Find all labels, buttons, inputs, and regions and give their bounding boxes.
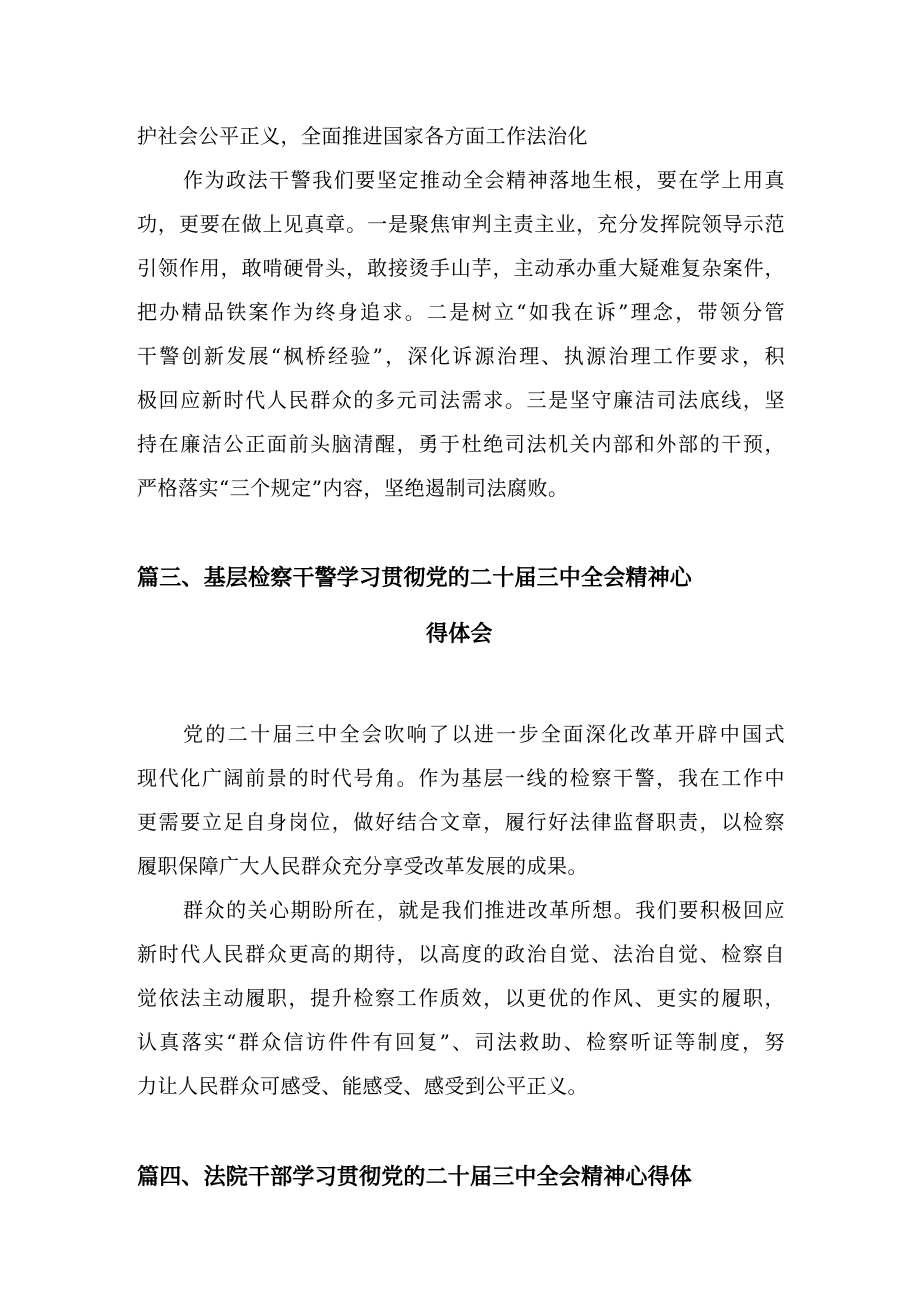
text-line: 新时代人民群众更高的期待，以高度的政治自觉、法治自觉、检察自	[137, 942, 785, 966]
text-line: 护社会公平正义，全面推进国家各方面工作法治化	[137, 124, 588, 148]
text-line: 功，更要在做上见真章。一是聚焦审判主责主业，充分发挥院领导示范	[137, 212, 785, 236]
paragraph-block-2	[137, 712, 785, 1108]
section-heading-3-line-1: 篇三、基层检察干警学习贯彻党的二十届三中全会精神心	[137, 566, 693, 591]
text-line: 力让人民群众可感受、能感受、感受到公平正义。	[137, 1074, 588, 1098]
text-line: 党的二十届三中全会吹响了以进一步全面深化改革开辟中国式	[183, 722, 785, 746]
text-line: 认真落实“群众信访件件有回复”、司法救助、检察听证等制度，努	[137, 1030, 785, 1054]
text-line: 引领作用，敢啃硬骨头，敢接烫手山芋，主动承办重大疑难复杂案件，	[137, 256, 785, 280]
text-line: 作为政法干警我们要坚定推动全会精神落地生根，要在学上用真	[183, 168, 785, 192]
text-line: 严格落实“三个规定”内容，坚绝遏制司法腐败。	[137, 476, 569, 500]
text-line: 干警创新发展“枫桥经验”，深化诉源治理、执源治理工作要求，积	[137, 344, 785, 368]
text-line: 更需要立足自身岗位，做好结合文章，履行好法律监督职责，以检察	[137, 810, 785, 834]
section-heading-4-line-1: 篇四、法院干部学习贯彻党的二十届三中全会精神心得体	[137, 1165, 693, 1190]
text-line: 群众的关心期盼所在，就是我们推进改革所想。我们要积极回应	[183, 898, 785, 922]
text-line: 把办精品铁案作为终身追求。二是树立“如我在诉”理念，带领分管	[137, 300, 785, 324]
section-heading-3-line-2: 得体会	[426, 622, 493, 647]
text-line: 觉依法主动履职，提升检察工作质效，以更优的作风、更实的履职，	[137, 986, 785, 1010]
paragraph-block-1	[137, 114, 785, 510]
text-line: 持在廉洁公正面前头脑清醒，勇于杜绝司法机关内部和外部的干预，	[137, 432, 785, 456]
text-line: 履职保障广大人民群众充分享受改革发展的成果。	[137, 854, 588, 878]
text-line: 现代化广阔前景的时代号角。作为基层一线的检察干警，我在工作中	[137, 766, 785, 790]
text-line: 极回应新时代人民群众的多元司法需求。三是坚守廉洁司法底线，坚	[137, 388, 785, 412]
